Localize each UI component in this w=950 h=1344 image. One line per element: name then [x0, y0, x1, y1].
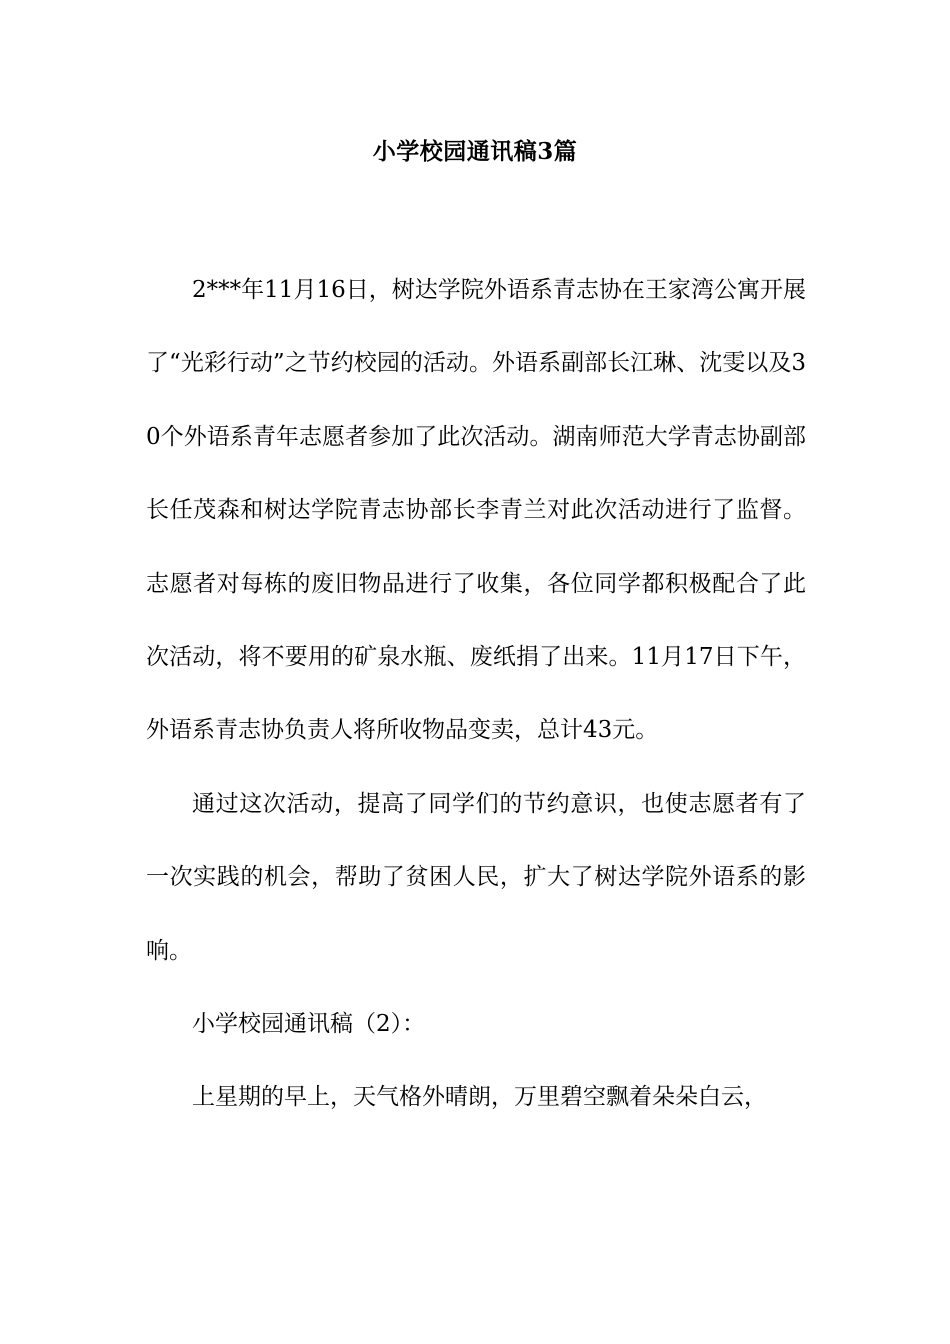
paragraph: 通过这次活动，提高了同学们的节约意识，也使志愿者有了一次实践的机会，帮助了贫困人民，扩大了树达学院外语系的影响。 — [146, 790, 806, 964]
section-heading: 小学校园通讯稿（2）： — [192, 1011, 426, 1038]
paragraph: 上星期的早上，天气格外晴朗，万里碧空飘着朵朵白云， — [192, 1084, 767, 1111]
document-body — [146, 254, 806, 1135]
document-title: 小学校园通讯稿3篇 — [372, 138, 578, 165]
paragraph: 2***年11月16日，树达学院外语系青志协在王家湾公寓开展了“光彩行动”之节约校园的活动。外语系副部长江琳、沈雯以及30个外语系青年志愿者参加了此次活动。湖南师范大学青志协副部长任茂森和树达学院青志协部长李青兰对此次活动进行了监督。志愿者对每栋的废旧物品进行了收集，各位同学都积极配合了此次活动，将不要用的矿泉水瓶、废纸捐了出来。11月17日下午，外语系青志协负责人将所收物品变卖，总计43元。 — [146, 277, 806, 744]
